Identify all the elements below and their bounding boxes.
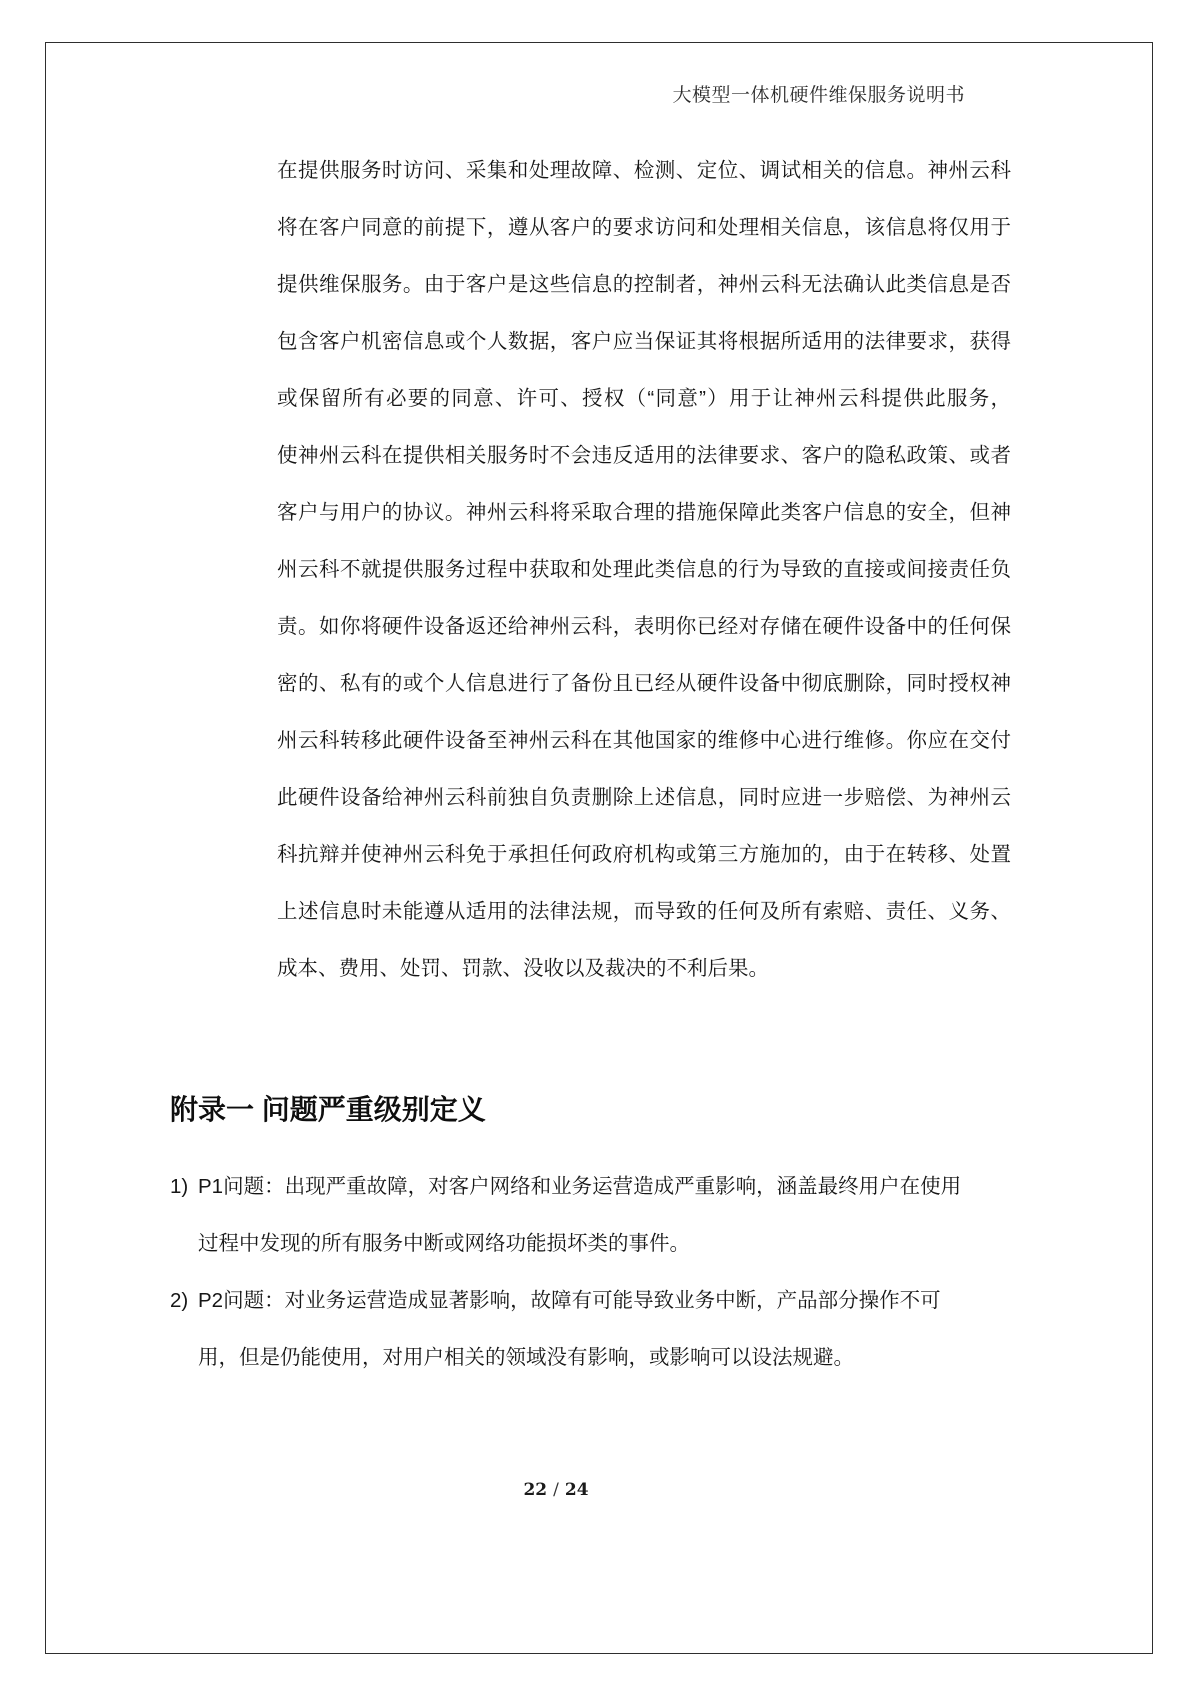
paragraph-line: 客户与用户的协议。神州云科将采取合理的措施保障此类客户信息的安全，但神	[277, 501, 1011, 524]
paragraph-line: 州云科不就提供服务过程中获取和处理此类信息的行为导致的直接或间接责任负	[277, 558, 1011, 581]
list-item-line: P2问题：对业务运营造成显著影响，故障有可能导致业务中断，产品部分操作不可	[198, 1289, 941, 1312]
list-item	[170, 1272, 970, 1386]
page-number-separator: /	[553, 1480, 559, 1500]
paragraph-line: 将在客户同意的前提下，遵从客户的要求访问和处理相关信息，该信息将仅用于	[277, 216, 1011, 239]
paragraph-line: 责。如你将硬件设备返还给神州云科，表明你已经对存储在硬件设备中的任何保	[277, 615, 1011, 638]
body-paragraph	[277, 142, 1011, 997]
appendix-heading: 附录一 问题严重级别定义	[170, 1094, 486, 1125]
paragraph-line: 科抗辩并使神州云科免于承担任何政府机构或第三方施加的，由于在转移、处置	[277, 843, 1011, 866]
list-item-marker: 2)	[170, 1289, 189, 1312]
paragraph-line: 此硬件设备给神州云科前独自负责删除上述信息，同时应进一步赔偿、为神州云	[277, 786, 1011, 809]
severity-definition-list	[170, 1158, 970, 1386]
paragraph-line: 密的、私有的或个人信息进行了备份且已经从硬件设备中彻底删除，同时授权神	[277, 672, 1011, 695]
list-item-line: 过程中发现的所有服务中断或网络功能损坏类的事件。	[198, 1232, 690, 1255]
paragraph-line: 成本、费用、处罚、罚款、没收以及裁决的不利后果。	[277, 957, 769, 980]
paragraph-line: 使神州云科在提供相关服务时不会违反适用的法律要求、客户的隐私政策、或者	[277, 444, 1011, 467]
list-item	[170, 1158, 970, 1272]
list-item-line: 用，但是仍能使用，对用户相关的领域没有影响，或影响可以设法规避。	[198, 1346, 854, 1369]
page-number-footer	[436, 1477, 676, 1503]
document-header-title: 大模型一体机硬件维保服务说明书	[672, 84, 965, 106]
list-item-marker: 1)	[170, 1175, 189, 1198]
paragraph-line: 在提供服务时访问、采集和处理故障、检测、定位、调试相关的信息。神州云科	[277, 159, 1011, 182]
paragraph-line: 州云科转移此硬件设备至神州云科在其他国家的维修中心进行维修。你应在交付	[277, 729, 1011, 752]
paragraph-line: 提供维保服务。由于客户是这些信息的控制者，神州云科无法确认此类信息是否	[277, 273, 1011, 296]
total-page-number: 24	[564, 1480, 589, 1500]
paragraph-line: 包含客户机密信息或个人数据，客户应当保证其将根据所适用的法律要求，获得	[277, 330, 1011, 353]
paragraph-line: 上述信息时未能遵从适用的法律法规，而导致的任何及所有索赔、责任、义务、	[277, 900, 1011, 923]
list-item-line: P1问题：出现严重故障，对客户网络和业务运营造成严重影响，涵盖最终用户在使用	[198, 1175, 962, 1198]
current-page-number: 22	[523, 1480, 548, 1500]
paragraph-line: 或保留所有必要的同意、许可、授权（“同意”）用于让神州云科提供此服务，	[277, 387, 1011, 410]
